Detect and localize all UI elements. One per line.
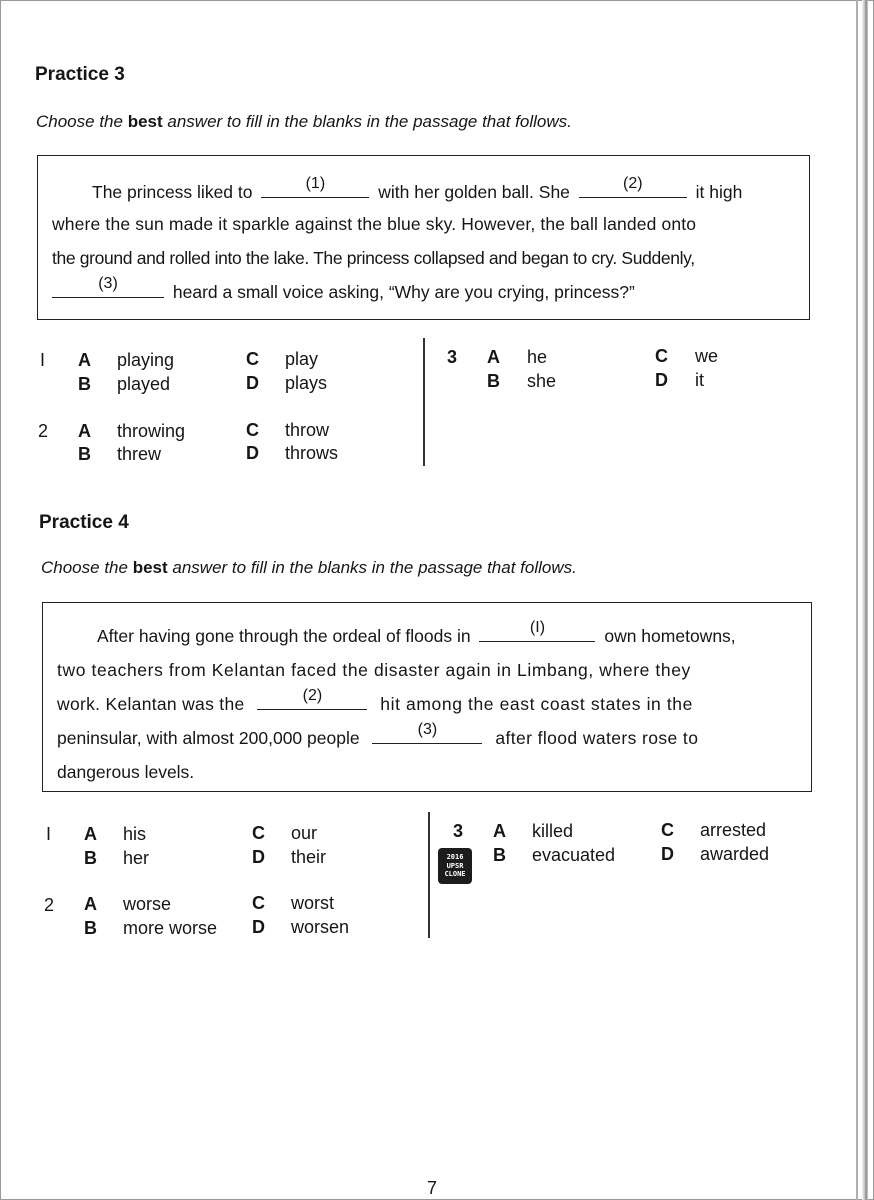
option-letter: D: [246, 443, 259, 463]
option-text[interactable]: his: [123, 824, 147, 844]
passage-text: The princess liked to: [92, 182, 253, 202]
column-divider: [428, 812, 430, 938]
option-text[interactable]: evacuated: [532, 845, 616, 865]
option-text[interactable]: throws: [285, 443, 339, 463]
option-letter: A: [78, 350, 91, 370]
blank-2: [579, 175, 687, 198]
practice-3-passage-box: [37, 155, 810, 320]
passage-line: dangerous levels.: [57, 762, 195, 782]
passage-line: the ground and rolled into the lake. The princess collapsed and began to cry. Suddenly,: [52, 248, 695, 268]
passage-line: [57, 687, 693, 715]
option-letter: D: [252, 917, 265, 937]
option-text[interactable]: our: [291, 823, 318, 843]
passage-text: work. Kelantan was the: [57, 694, 245, 714]
blank-label: (3): [417, 721, 438, 738]
upsr-clone-badge: [438, 848, 472, 884]
blank-label: (1): [305, 175, 326, 192]
option-letter: A: [493, 821, 506, 841]
option-text[interactable]: we: [695, 346, 719, 366]
question-number: 2: [38, 421, 49, 441]
option-letter: C: [246, 349, 259, 369]
instruction-text: Choose the: [41, 558, 128, 577]
option-letter: B: [78, 444, 91, 464]
badge-text: CLONE: [444, 870, 466, 878]
option-text[interactable]: killed: [532, 821, 574, 841]
practice-4-heading: Practice 4: [39, 512, 129, 533]
passage-text: after flood waters rose to: [495, 728, 699, 748]
option-text[interactable]: their: [291, 847, 327, 867]
option-text[interactable]: playing: [117, 350, 175, 370]
option-text[interactable]: arrested: [700, 820, 767, 840]
blank-3: [52, 275, 164, 298]
practice-3-instruction: [36, 112, 572, 132]
passage-line: [92, 175, 743, 203]
option-text[interactable]: throwing: [117, 421, 186, 441]
option-text[interactable]: awarded: [700, 844, 770, 864]
option-letter: B: [84, 918, 97, 938]
instruction-text: answer to fill in the blanks in the passage that follows.: [172, 558, 577, 577]
passage-text: peninsular, with almost 200,000 people: [57, 728, 360, 748]
option-text[interactable]: she: [527, 371, 557, 391]
option-letter: D: [246, 373, 259, 393]
passage-line: where the sun made it sparkle against the blue sky. However, the ball landed onto: [52, 214, 697, 234]
practice-4-passage-box: [42, 602, 812, 792]
question-number: 3: [447, 347, 458, 367]
option-letter: B: [78, 374, 91, 394]
option-letter: C: [252, 823, 265, 843]
badge-text: UPSR: [446, 861, 464, 870]
option-letter: B: [493, 845, 506, 865]
passage-line: [57, 721, 699, 749]
instruction-text: answer to fill in the blanks in the passage that follows.: [167, 112, 572, 131]
blank-label: (2): [302, 687, 323, 704]
question-number: 2: [44, 895, 55, 915]
option-letter: C: [655, 346, 668, 366]
passage-text: with her golden ball. She: [378, 182, 570, 202]
option-text[interactable]: plays: [285, 373, 328, 393]
blank-label: (3): [98, 275, 118, 292]
option-letter: B: [487, 371, 500, 391]
option-text[interactable]: more worse: [123, 918, 218, 938]
passage-text: own hometowns,: [604, 626, 736, 646]
instruction-text: Choose the: [36, 112, 123, 131]
page-binding-shadow: [856, 0, 858, 1200]
blank-3: [372, 721, 482, 744]
passage-text: heard a small voice asking, “Why are you crying, princess?”: [172, 282, 635, 302]
passage-text: it high: [695, 182, 743, 202]
option-letter: C: [246, 420, 259, 440]
option-text[interactable]: throw: [285, 420, 330, 440]
option-text[interactable]: worsen: [291, 917, 350, 937]
blank-2: [257, 687, 367, 710]
blank-label: (2): [623, 175, 643, 192]
option-letter: A: [84, 894, 97, 914]
option-letter: C: [252, 893, 265, 913]
passage-line: [97, 619, 736, 647]
option-letter: D: [252, 847, 265, 867]
badge-text: 2016: [446, 853, 464, 861]
passage-line: two teachers from Kelantan faced the disaster again in Limbang, where they: [57, 660, 691, 680]
option-letter: D: [655, 370, 668, 390]
option-text[interactable]: worse: [123, 894, 172, 914]
instruction-bold: best: [127, 112, 163, 131]
passage-line: [52, 275, 635, 303]
instruction-bold: best: [132, 558, 168, 577]
option-text[interactable]: he: [527, 347, 548, 367]
option-text[interactable]: play: [285, 349, 319, 369]
option-letter: B: [84, 848, 97, 868]
page-binding-edge: [862, 0, 868, 1200]
option-text[interactable]: played: [117, 374, 171, 394]
option-letter: A: [84, 824, 97, 844]
option-text[interactable]: worst: [291, 893, 335, 913]
blank-label: (I): [529, 619, 546, 636]
option-text[interactable]: her: [123, 848, 150, 868]
blank-1: [261, 175, 369, 198]
option-letter: D: [661, 844, 674, 864]
option-letter: C: [661, 820, 674, 840]
question-number: I: [40, 350, 46, 370]
practice-4-instruction: [41, 558, 577, 578]
passage-text: After having gone through the ordeal of floods in: [97, 626, 471, 646]
option-text[interactable]: it: [695, 370, 704, 390]
column-divider: [423, 338, 425, 466]
option-text[interactable]: threw: [117, 444, 162, 464]
question-number: 3: [453, 821, 464, 841]
option-letter: A: [78, 421, 91, 441]
practice-3-heading: Practice 3: [35, 64, 125, 85]
blank-1: [479, 619, 595, 642]
option-letter: A: [487, 347, 500, 367]
page-number: 7: [427, 1178, 438, 1198]
passage-text: hit among the east coast states in the: [380, 694, 693, 714]
question-number: I: [46, 824, 52, 844]
